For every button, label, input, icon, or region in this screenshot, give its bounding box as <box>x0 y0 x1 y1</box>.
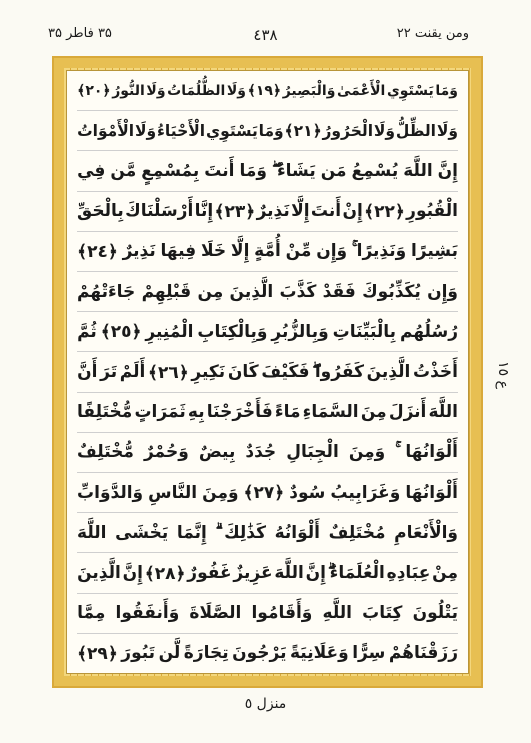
word: وَمَا <box>258 121 284 140</box>
word: وَأَقَامُوا <box>251 603 313 624</box>
text-line <box>77 553 458 593</box>
word: إِنَّمَا <box>176 522 207 543</box>
word: تَبُورَ <box>121 643 156 664</box>
word: أَلْوَانُهُ <box>274 522 320 543</box>
word: بِهِ <box>187 402 205 423</box>
word: ثُمَّ <box>77 321 97 342</box>
word: ﴿١٩﴾ <box>247 82 282 99</box>
text-line <box>77 352 458 392</box>
word: بَشِيرًا <box>410 241 458 262</box>
word: بِالْبَيِّنَاتِ <box>332 321 397 342</box>
word: إِنَّ <box>305 563 326 584</box>
word: أَخَذْتُ <box>413 362 458 383</box>
juz-title: ومن يقنت ٢٢ <box>396 26 469 41</box>
word: وَحُمْرٌ <box>143 442 189 463</box>
word: وَأَنفَقُوا <box>115 603 180 624</box>
word: الْعُلَمَاءُ <box>329 563 385 584</box>
word: إِنَّ <box>122 563 143 584</box>
text-line <box>77 473 458 513</box>
word: وَلَا <box>146 82 166 99</box>
word: عِبَادِهِ <box>386 563 431 584</box>
word: وَلَا <box>373 121 396 140</box>
word: أَلَمْ <box>119 362 146 383</box>
word: وَبِالْكِتَابِ <box>197 321 268 342</box>
word: يَسْتَوِي <box>386 82 434 99</box>
word: أَنَّ <box>77 362 98 383</box>
page-header <box>0 0 531 52</box>
word: الْجِبَالِ <box>286 442 339 463</box>
word: بِيضٌ <box>198 442 236 463</box>
word: ﴿٢٤﴾ <box>77 241 118 262</box>
word: وَمِنَ <box>202 482 239 503</box>
word: وَلَا <box>134 121 157 140</box>
word: أَنزَلَ <box>388 402 427 423</box>
word: أَنتَ <box>204 161 235 181</box>
word: مُّخْتَلِفٌ <box>77 442 134 463</box>
word: الظِّلُّ <box>395 121 436 140</box>
word: الْقُبُورِ <box>406 201 458 222</box>
word: كِتَابَ <box>362 603 403 624</box>
word: غَفُورٌ <box>187 563 232 584</box>
word: كَفَرُوا <box>314 362 364 383</box>
word: مُّخْتَلِفًا <box>77 402 133 423</box>
word: يَسْتَوِي <box>205 121 258 140</box>
word: إِنْ <box>342 201 363 222</box>
word: جَاءَتْهُمْ <box>77 281 136 302</box>
word: كَذَٰلِكَ <box>224 522 266 543</box>
word: وَالدَّوَابِّ <box>77 482 144 503</box>
word: السَّمَاءِ <box>302 402 359 423</box>
text-line <box>77 151 458 191</box>
word: الَّذِينَ <box>77 563 121 584</box>
text-line <box>77 111 458 151</box>
word: الَّذِينَ <box>366 362 411 383</box>
word: أَلْوَانُهَا <box>405 482 458 503</box>
word: قَبْلِهِمْ <box>141 281 192 302</box>
word: مَاءً <box>274 402 301 423</box>
word: يَرْجُونَ <box>232 643 287 664</box>
text-line <box>77 393 458 433</box>
text-line <box>77 634 458 673</box>
word: وَالْأَنْعَامِ <box>394 522 458 543</box>
word: ﴿٢٣﴾ <box>214 201 256 222</box>
text-line <box>77 312 458 352</box>
word: تِجَارَةً <box>183 643 229 664</box>
word: إِنَّا <box>194 201 214 222</box>
word: مِنَ <box>360 402 387 423</box>
word: الظُّلُمَاتُ <box>167 82 226 99</box>
word: وَالْبَصِيرُ <box>282 82 336 99</box>
word: ﴿٢٩﴾ <box>77 643 118 664</box>
word: تَرَ <box>100 362 118 383</box>
word: الْأَمْوَاتُ <box>77 121 135 140</box>
word: النَّاسِ <box>148 482 198 503</box>
word: مَّن <box>110 161 137 181</box>
word: ﴿٢٧﴾ <box>243 483 285 504</box>
word: مَن <box>320 161 347 181</box>
word: اللَّهَ <box>403 161 433 181</box>
word: خَلَا <box>200 241 227 262</box>
word: فِي <box>77 161 106 181</box>
word: وَغَرَابِيبُ <box>330 482 401 503</box>
word: إِنَّ <box>437 161 458 181</box>
word: مِّنْ <box>285 241 312 262</box>
text-line <box>77 232 458 272</box>
word: ﴿٢١﴾ <box>284 121 322 140</box>
word: وَإِن <box>427 281 458 302</box>
text-line <box>77 594 458 634</box>
surah-title: ۳۵ فاطر ۳۵ <box>48 26 112 41</box>
word: كَذَّبَ <box>279 281 317 302</box>
page-number: ٤٣٨ <box>253 26 278 44</box>
word: وَعَلَانِيَةً <box>289 643 349 664</box>
word: أُمَّةٍ <box>254 241 281 262</box>
word: يَشَاءُ <box>276 161 316 181</box>
word: لَّن <box>158 643 181 664</box>
word: مِمَّا <box>77 603 106 624</box>
word: فَأَخْرَجْنَا <box>206 402 273 423</box>
word: وَلَا <box>436 121 458 140</box>
word: النُّورُ <box>112 82 145 99</box>
word: عَزِيزٌ <box>233 563 273 584</box>
word: سُودٌ <box>289 482 326 503</box>
word: إِلَّا <box>291 201 310 222</box>
text-line <box>77 192 458 232</box>
word: رَزَقْنَاهُمْ <box>388 643 458 664</box>
word: أَرْسَلْنَاكَ <box>125 201 194 222</box>
word: اللَّهَ <box>77 522 107 543</box>
word: الْحَرُورُ <box>322 121 374 140</box>
word: مِنْ <box>432 563 458 584</box>
word: ﴿٢٠﴾ <box>77 82 111 99</box>
word: سِرًّا <box>352 643 386 664</box>
word: يُسْمِعُ <box>351 161 399 181</box>
text-panel <box>66 70 469 674</box>
word: وَإِن <box>316 241 348 262</box>
word: نَذِيرٌ <box>122 241 156 262</box>
word: كَانَ <box>227 362 259 383</box>
word: وَنَذِيرًا <box>356 241 407 262</box>
ruku-marker <box>488 340 518 410</box>
word: وَمَا <box>435 82 458 99</box>
word: نَكِيرِ <box>191 362 226 383</box>
word: يَخْشَى <box>115 522 169 543</box>
word: اللَّهَ <box>428 402 458 423</box>
word: نَذِيرٌ <box>256 201 290 222</box>
word: وَلَا <box>226 82 247 99</box>
word: مِن <box>197 281 224 302</box>
word: فِيهَا <box>160 241 197 262</box>
text-line <box>77 272 458 312</box>
word: رُسُلُهُم <box>400 321 458 342</box>
word: فَكَيْفَ <box>261 362 310 383</box>
manzil-label: منزل ٥ <box>244 696 287 712</box>
word: ثَمَرَاتٍ <box>134 402 186 423</box>
word: ﴿٢٢﴾ <box>364 201 405 222</box>
word: يَتْلُونَ <box>412 603 458 624</box>
word: بِمُسْمِعٍ <box>141 161 200 181</box>
word: أَلْوَانُهَا <box>405 442 458 463</box>
word: فَقَدْ <box>322 281 356 302</box>
word: ﴿٢٦﴾ <box>148 362 189 383</box>
word: الْأَعْمَىٰ <box>337 82 386 99</box>
text-line <box>77 71 458 111</box>
word: بِالْحَقِّ <box>77 201 124 222</box>
word: وَبِالزُّبُرِ <box>271 321 329 342</box>
word: ﴿٢٨﴾ <box>144 563 186 584</box>
ruku-label: ع ١٥ <box>494 361 511 389</box>
text-line <box>77 513 458 553</box>
word: اللَّهَ <box>274 563 304 584</box>
text-line <box>77 433 458 473</box>
word: الصَّلَاةَ <box>189 603 242 624</box>
word: إِلَّا <box>230 241 250 262</box>
word: الْأَحْيَاءُ <box>157 121 206 140</box>
word: الْمُنِيرِ <box>145 321 194 342</box>
word: جُدَدٌ <box>245 442 277 463</box>
word: اللَّهِ <box>322 603 352 624</box>
word: يُكَذِّبُوكَ <box>362 281 421 302</box>
word: أَنتَ <box>310 201 342 222</box>
word: مُخْتَلِفٌ <box>328 522 386 543</box>
word: وَمَا <box>239 161 267 181</box>
word: وَمِنَ <box>348 442 386 463</box>
word: ﴿٢٥﴾ <box>100 322 142 343</box>
frame-pattern <box>64 68 471 676</box>
word: الَّذِينَ <box>229 281 274 302</box>
ornamental-frame <box>52 56 483 688</box>
